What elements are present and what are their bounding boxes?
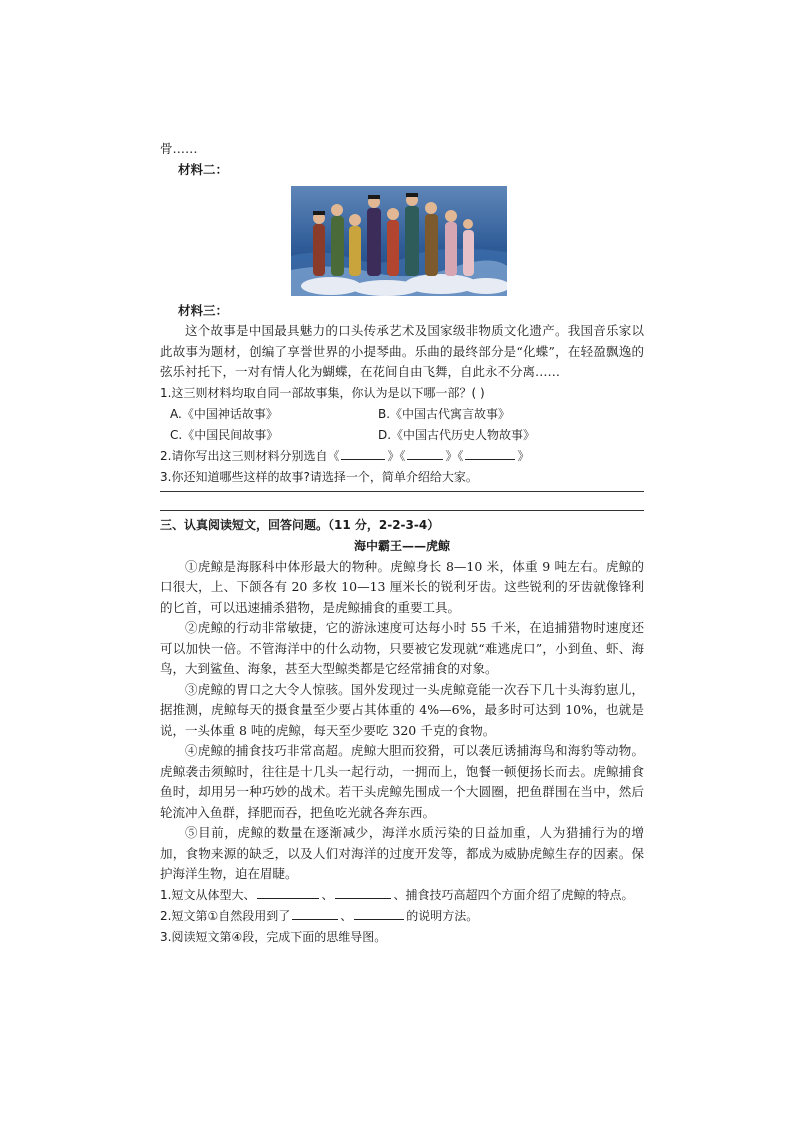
q2-blank-3[interactable]: [465, 447, 515, 460]
q2-blank-1[interactable]: [341, 447, 385, 460]
s3-q2-blank-2[interactable]: [354, 907, 404, 920]
answer-line-2[interactable]: [160, 510, 644, 511]
section3-heading: 三、认真阅读短文，回答问题。（11 分，2-2-3-4）: [160, 517, 440, 532]
q2-mid-2: 》《: [445, 448, 464, 463]
passage-paragraph-4: ④虎鲸的捕食技巧非常高超。虎鲸大胆而狡猾，可以袭厄诱捕海鸟和海豹等动物。虎鲸袭击须鲸时，往往是十几头一起行动，一拥而上，饱餐一顿便扬长而去。虎鲸捕食鱼时，却用另一种巧妙的战术。若干头虎鲸先围成一个大圆圈，把鱼群围在当中，然后轮流冲入鱼群，择肥而吞，把鱼吃光就各奔东西。: [160, 743, 644, 820]
illustration-figures-icon: [291, 186, 507, 296]
passage-title: 海中霸王——虎鲸: [353, 538, 450, 553]
butterfly-lovers-illustration: [291, 186, 507, 296]
q2-line: [160, 446, 644, 467]
worksheet-page: [160, 138, 644, 948]
q1-option-c[interactable]: C.《中国民间故事》: [170, 427, 279, 442]
s3-q2-prefix: 2.短文第①自然段用到了: [160, 908, 291, 923]
s3-q2-line: [160, 906, 644, 927]
s3-q3-stem: 3.阅读短文第④段，完成下面的思维导图。: [160, 929, 387, 944]
s3-q2-suffix: 的说明方法。: [406, 908, 479, 923]
s3-q1-suffix: 、捕食技巧高超四个方面介绍了虎鲸的特点。: [393, 887, 634, 902]
q1-option-d[interactable]: D.《中国古代历史人物故事》: [378, 427, 536, 442]
s3-q1-sep: 、: [321, 887, 334, 902]
q1-stem: 1.这三则材料均取自同一部故事集，你认为是以下哪一部？( ): [160, 385, 485, 400]
q1-option-b[interactable]: B.《中国古代寓言故事》: [378, 406, 511, 421]
q2-mid-1: 》《: [387, 448, 406, 463]
q1-option-a[interactable]: A.《中国神话故事》: [170, 406, 278, 421]
s3-q1-line: [160, 885, 644, 906]
s3-q2-blank-1[interactable]: [292, 907, 338, 920]
passage-paragraph-2: ②虎鲸的行动非常敏捷，它的游泳速度可达每小时 55 千米，在追捕猎物时速度还可以加快一倍。不管海洋中的什么动物，只要被它发现就“难逃虎口”，小到鱼、虾、海鸟，大到鲨鱼、海象，甚至大型鲸类都是它经常捕食的对象。: [160, 620, 644, 676]
s3-q2-sep: 、: [340, 908, 353, 923]
passage-paragraph-1: ①虎鲸是海豚科中体形最大的物种。虎鲸身长 8—10 米，体重 9 吨左右。虎鲸的口很大，上、下颌各有 20 多枚 10—13 厘米长的锐利牙齿。这些锐利的牙齿就像锋利的匕首，可以迅速捕杀猎物，是虎鲸捕食的重要工具。: [160, 558, 644, 615]
q3-stem: 3.你还知道哪些这样的故事?请选择一个，简单介绍给大家。: [160, 469, 478, 484]
answer-line-1[interactable]: [160, 491, 644, 492]
q1-options-row1: [160, 404, 644, 425]
material3-label: 材料三：: [178, 303, 229, 318]
q2-prefix: 2.请你写出这三则材料分别选自《: [160, 448, 340, 463]
s3-q1-prefix: 1.短文从体型大、: [160, 887, 256, 902]
q1-options-row2: [160, 425, 644, 446]
material3-text: 这个故事是中国最具魅力的口头传承艺术及国家级非物质文化遗产。我国音乐家以此故事为题材，创编了享誉世界的小提琴曲。乐曲的最终部分是“化蝶”，在轻盈飘逸的弦乐衬托下，一对有情人化为蝴蝶，在花间自由飞舞，自此永不分离……: [160, 323, 644, 379]
material2-label: 材料二：: [178, 162, 229, 177]
q2-blank-2[interactable]: [407, 447, 443, 460]
passage-paragraph-5: ⑤目前，虎鲸的数量在逐渐减少，海洋水质污染的日益加重，人为猎捕行为的增加，食物来源的缺乏，以及人们对海洋的过度开发等，都成为威胁虎鲸生存的因素。保护海洋生物，迫在眉睫。: [160, 825, 644, 881]
q2-end: 》: [517, 448, 530, 463]
passage-paragraph-3: ③虎鲸的胃口之大令人惊骇。国外发现过一头虎鲸竟能一次吞下几十头海豹崽儿，据推测，虎鲸每天的摄食量至少要占其体重的 4%—6%，最多时可达到 10%，也就是说，一头体重 8 吨的虎鲸，每天至少要吃 320 千克的食物。: [160, 681, 644, 738]
s3-q1-blank-1[interactable]: [257, 886, 319, 899]
s3-q1-blank-2[interactable]: [335, 886, 391, 899]
top-fragment: 骨……: [160, 141, 198, 156]
